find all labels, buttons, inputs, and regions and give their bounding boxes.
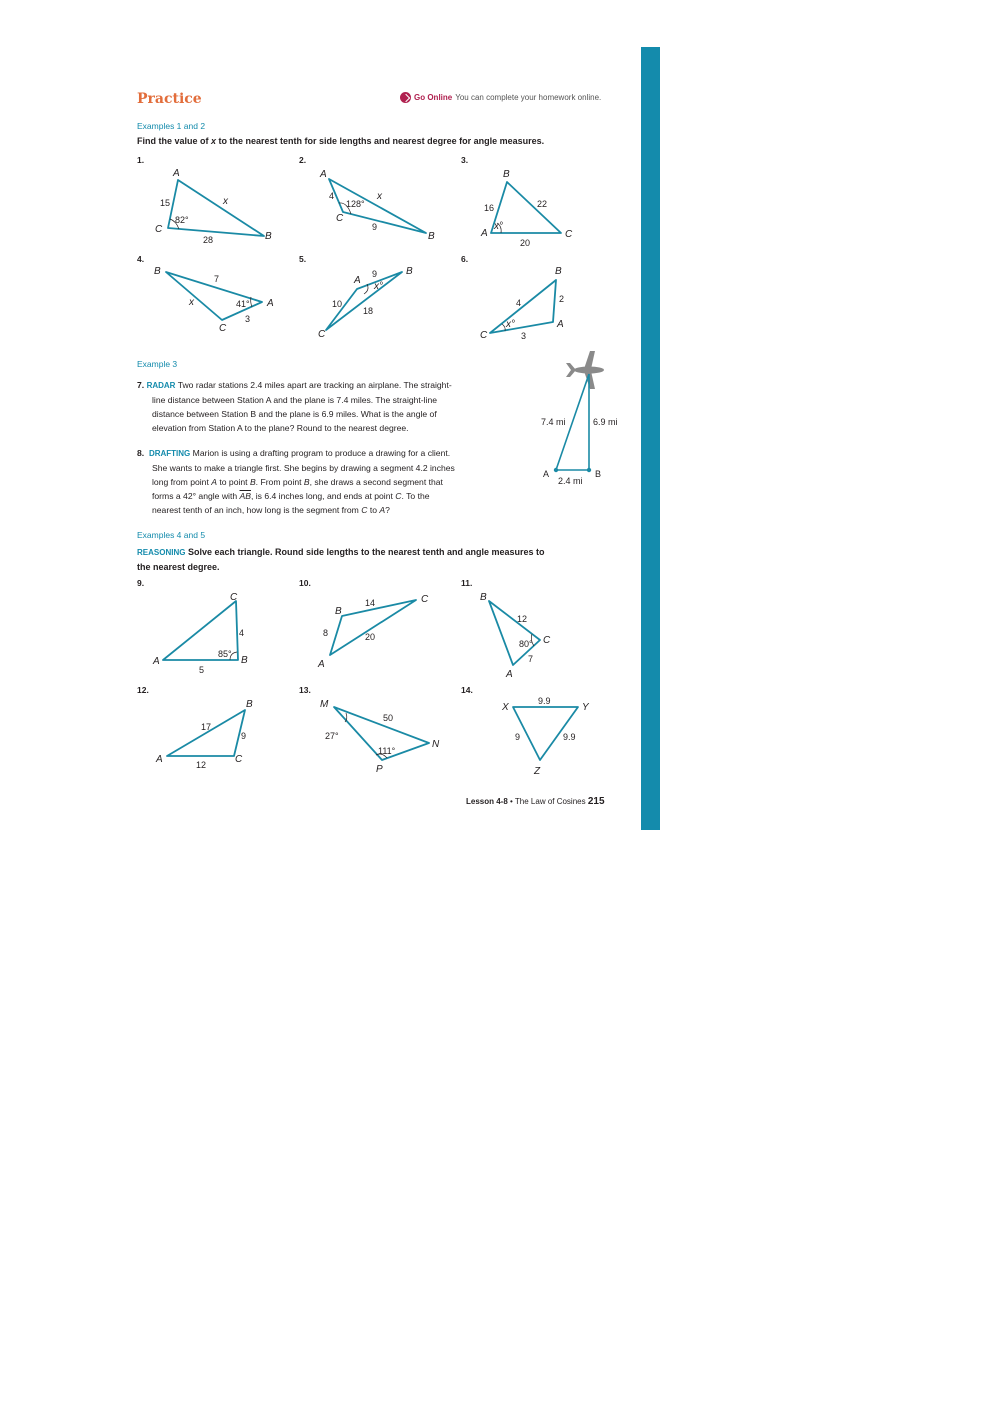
svg-text:C: C <box>565 229 573 240</box>
section3-instruction: REASONING Solve each triangle. Round side lengths to the nearest tenth and angle measures to the nearest degree. <box>137 547 545 572</box>
triangle-3 <box>480 169 573 248</box>
svg-text:A: A <box>543 469 550 479</box>
svg-text:B: B <box>154 266 161 277</box>
problem-5-number: 5. <box>299 254 307 264</box>
triangle-14 <box>501 696 590 777</box>
go-online-label: Go Online <box>414 93 453 102</box>
svg-text:7: 7 <box>528 654 534 664</box>
svg-text:4: 4 <box>329 191 335 201</box>
svg-text:B: B <box>406 266 413 277</box>
svg-text:Y: Y <box>582 702 589 713</box>
go-online-text: You can complete your homework online. <box>455 93 602 102</box>
svg-text:A: A <box>557 319 564 330</box>
page-number: 215 <box>587 796 605 807</box>
svg-text:7.4 mi: 7.4 mi <box>541 417 566 427</box>
svg-text:8: 8 <box>323 628 329 638</box>
problem-2-number: 2. <box>299 155 307 165</box>
problem-11-number: 11. <box>461 578 473 588</box>
svg-text:2.4 mi: 2.4 mi <box>558 476 583 486</box>
problem-12-number: 12. <box>137 685 149 695</box>
svg-text:10: 10 <box>332 299 343 309</box>
problem-4-number: 4. <box>137 254 145 264</box>
svg-text:9.9: 9.9 <box>563 732 576 742</box>
svg-text:17: 17 <box>201 722 212 732</box>
radar-figure <box>541 351 618 486</box>
svg-text:x°: x° <box>506 319 515 330</box>
svg-text:9: 9 <box>241 731 247 741</box>
svg-text:A: A <box>320 169 327 180</box>
svg-text:B: B <box>335 606 342 617</box>
svg-text:28: 28 <box>203 235 214 245</box>
question-8-line-5: nearest tenth of an inch, how long is the segment from C to A? <box>152 505 390 515</box>
triangle-13 <box>320 699 440 775</box>
svg-text:C: C <box>155 224 163 235</box>
svg-text:C: C <box>230 592 238 603</box>
svg-text:85°: 85° <box>218 649 232 659</box>
svg-text:C: C <box>336 213 344 224</box>
svg-text:6.9 mi: 6.9 mi <box>593 417 618 427</box>
svg-text:A: A <box>318 659 325 670</box>
svg-text:22: 22 <box>537 199 548 209</box>
svg-text:x: x <box>377 191 382 202</box>
footer-lesson: Lesson 4-8 <box>466 797 508 806</box>
question-8-line-4: forms a 42° angle with $\overline{AB}$, is 6.4 inches long, and ends at point C. To the <box>152 491 430 501</box>
problem-6-number: 6. <box>461 254 469 264</box>
svg-text:2: 2 <box>559 294 565 304</box>
svg-text:18: 18 <box>363 306 374 316</box>
svg-text:20: 20 <box>520 238 531 248</box>
svg-text:C: C <box>480 330 488 341</box>
svg-text:B: B <box>246 699 253 710</box>
question-8-line-3: long from point A to point B. From point B, she draws a second segment that <box>152 477 443 487</box>
svg-text:128°: 128° <box>346 199 365 209</box>
svg-text:B: B <box>595 469 602 479</box>
svg-text:x: x <box>189 297 194 308</box>
svg-text:20: 20 <box>365 632 376 642</box>
triangle-2 <box>319 169 435 242</box>
svg-text:82°: 82° <box>175 215 189 225</box>
svg-text:x: x <box>223 196 228 207</box>
svg-text:12: 12 <box>517 614 528 624</box>
svg-text:41°: 41° <box>236 299 250 309</box>
triangle-4 <box>154 266 274 334</box>
svg-text:B: B <box>503 169 510 180</box>
svg-text:7: 7 <box>214 274 220 284</box>
svg-text:A: A <box>267 298 274 309</box>
question-7-line-4: elevation from Station A to the plane? Round to the nearest degree. <box>152 423 409 433</box>
svg-text:Z: Z <box>534 766 541 777</box>
question-7-line-2: line distance between Station A and the plane is 7.4 miles. The straight-line <box>152 395 438 405</box>
svg-text:A: A <box>173 168 180 179</box>
svg-text:C: C <box>318 329 326 340</box>
svg-text:A: A <box>156 754 163 765</box>
svg-text:12: 12 <box>196 760 207 770</box>
triangle-11 <box>480 592 551 680</box>
svg-text:N: N <box>432 739 440 750</box>
question-8-line-2: She wants to make a triangle first. She begins by drawing a segment 4.2 inches <box>152 463 455 473</box>
svg-text:B: B <box>480 592 487 603</box>
svg-text:16: 16 <box>484 203 495 213</box>
svg-text:C: C <box>235 754 243 765</box>
svg-text:14: 14 <box>365 598 376 608</box>
problem-13-number: 13. <box>299 685 311 695</box>
svg-text:15: 15 <box>160 198 171 208</box>
svg-text:27°: 27° <box>325 731 339 741</box>
section-label-examples-1-2: Examples 1 and 2 <box>137 121 206 131</box>
question-8 <box>137 446 550 517</box>
svg-text:9: 9 <box>515 732 521 742</box>
svg-text:x°: x° <box>374 281 383 292</box>
triangle-5 <box>318 266 413 340</box>
question-8-line-1: 8. DRAFTING Marion is using a drafting program to produce a drawing for a client. <box>137 448 451 458</box>
svg-text:A: A <box>481 228 488 239</box>
section-label-examples-4-5: Examples 4 and 5 <box>137 530 206 540</box>
section1-instruction: Find the value of x to the nearest tenth for side lengths and nearest degree for angle measures. <box>137 136 545 146</box>
section-label-example-3: Example 3 <box>137 359 178 369</box>
problem-14-number: 14. <box>461 685 473 695</box>
svg-text:5: 5 <box>199 665 205 675</box>
svg-text:9: 9 <box>372 269 378 279</box>
svg-text:B: B <box>265 231 272 242</box>
svg-text:B: B <box>555 266 562 277</box>
svg-text:B: B <box>241 655 248 666</box>
triangle-10 <box>317 594 429 670</box>
problem-10-number: 10. <box>299 578 311 588</box>
svg-text:3: 3 <box>245 314 251 324</box>
svg-text:3: 3 <box>521 331 527 341</box>
svg-text:M: M <box>320 699 329 710</box>
svg-text:C: C <box>543 635 551 646</box>
problem-1-number: 1. <box>137 155 145 165</box>
svg-text:A: A <box>506 669 513 680</box>
problem-9-number: 9. <box>137 578 145 588</box>
svg-text:X: X <box>502 702 509 713</box>
triangle-9 <box>152 592 248 675</box>
svg-text:C: C <box>421 594 429 605</box>
svg-text:9: 9 <box>372 222 378 232</box>
triangle-1 <box>155 168 272 245</box>
svg-text:B: B <box>428 231 435 242</box>
problem-3-number: 3. <box>461 155 469 165</box>
page-footer: Lesson 4-8 • The Law of Cosines 215 <box>466 796 605 807</box>
svg-text:C: C <box>219 323 227 334</box>
svg-text:x°: x° <box>494 221 503 232</box>
svg-text:A: A <box>153 656 160 667</box>
page-title: Practice <box>137 91 202 107</box>
triangle-12 <box>155 699 253 770</box>
triangle-6 <box>480 266 564 341</box>
question-7-line-3: distance between Station B and the plane is 6.9 miles. What is the angle of <box>152 409 437 419</box>
svg-text:50: 50 <box>383 713 394 723</box>
footer-topic: The Law of Cosines <box>514 797 586 806</box>
question-7 <box>137 378 537 435</box>
svg-text:4: 4 <box>239 628 245 638</box>
svg-text:A: A <box>354 275 361 286</box>
question-7-line-1: 7. RADAR Two radar stations 2.4 miles apart are tracking an airplane. The straight- <box>137 380 452 390</box>
svg-text:111°: 111° <box>378 746 396 756</box>
svg-text:P: P <box>376 764 383 775</box>
svg-text:4: 4 <box>516 298 522 308</box>
svg-text:9.9: 9.9 <box>538 696 551 706</box>
svg-text:80°: 80° <box>519 639 533 649</box>
